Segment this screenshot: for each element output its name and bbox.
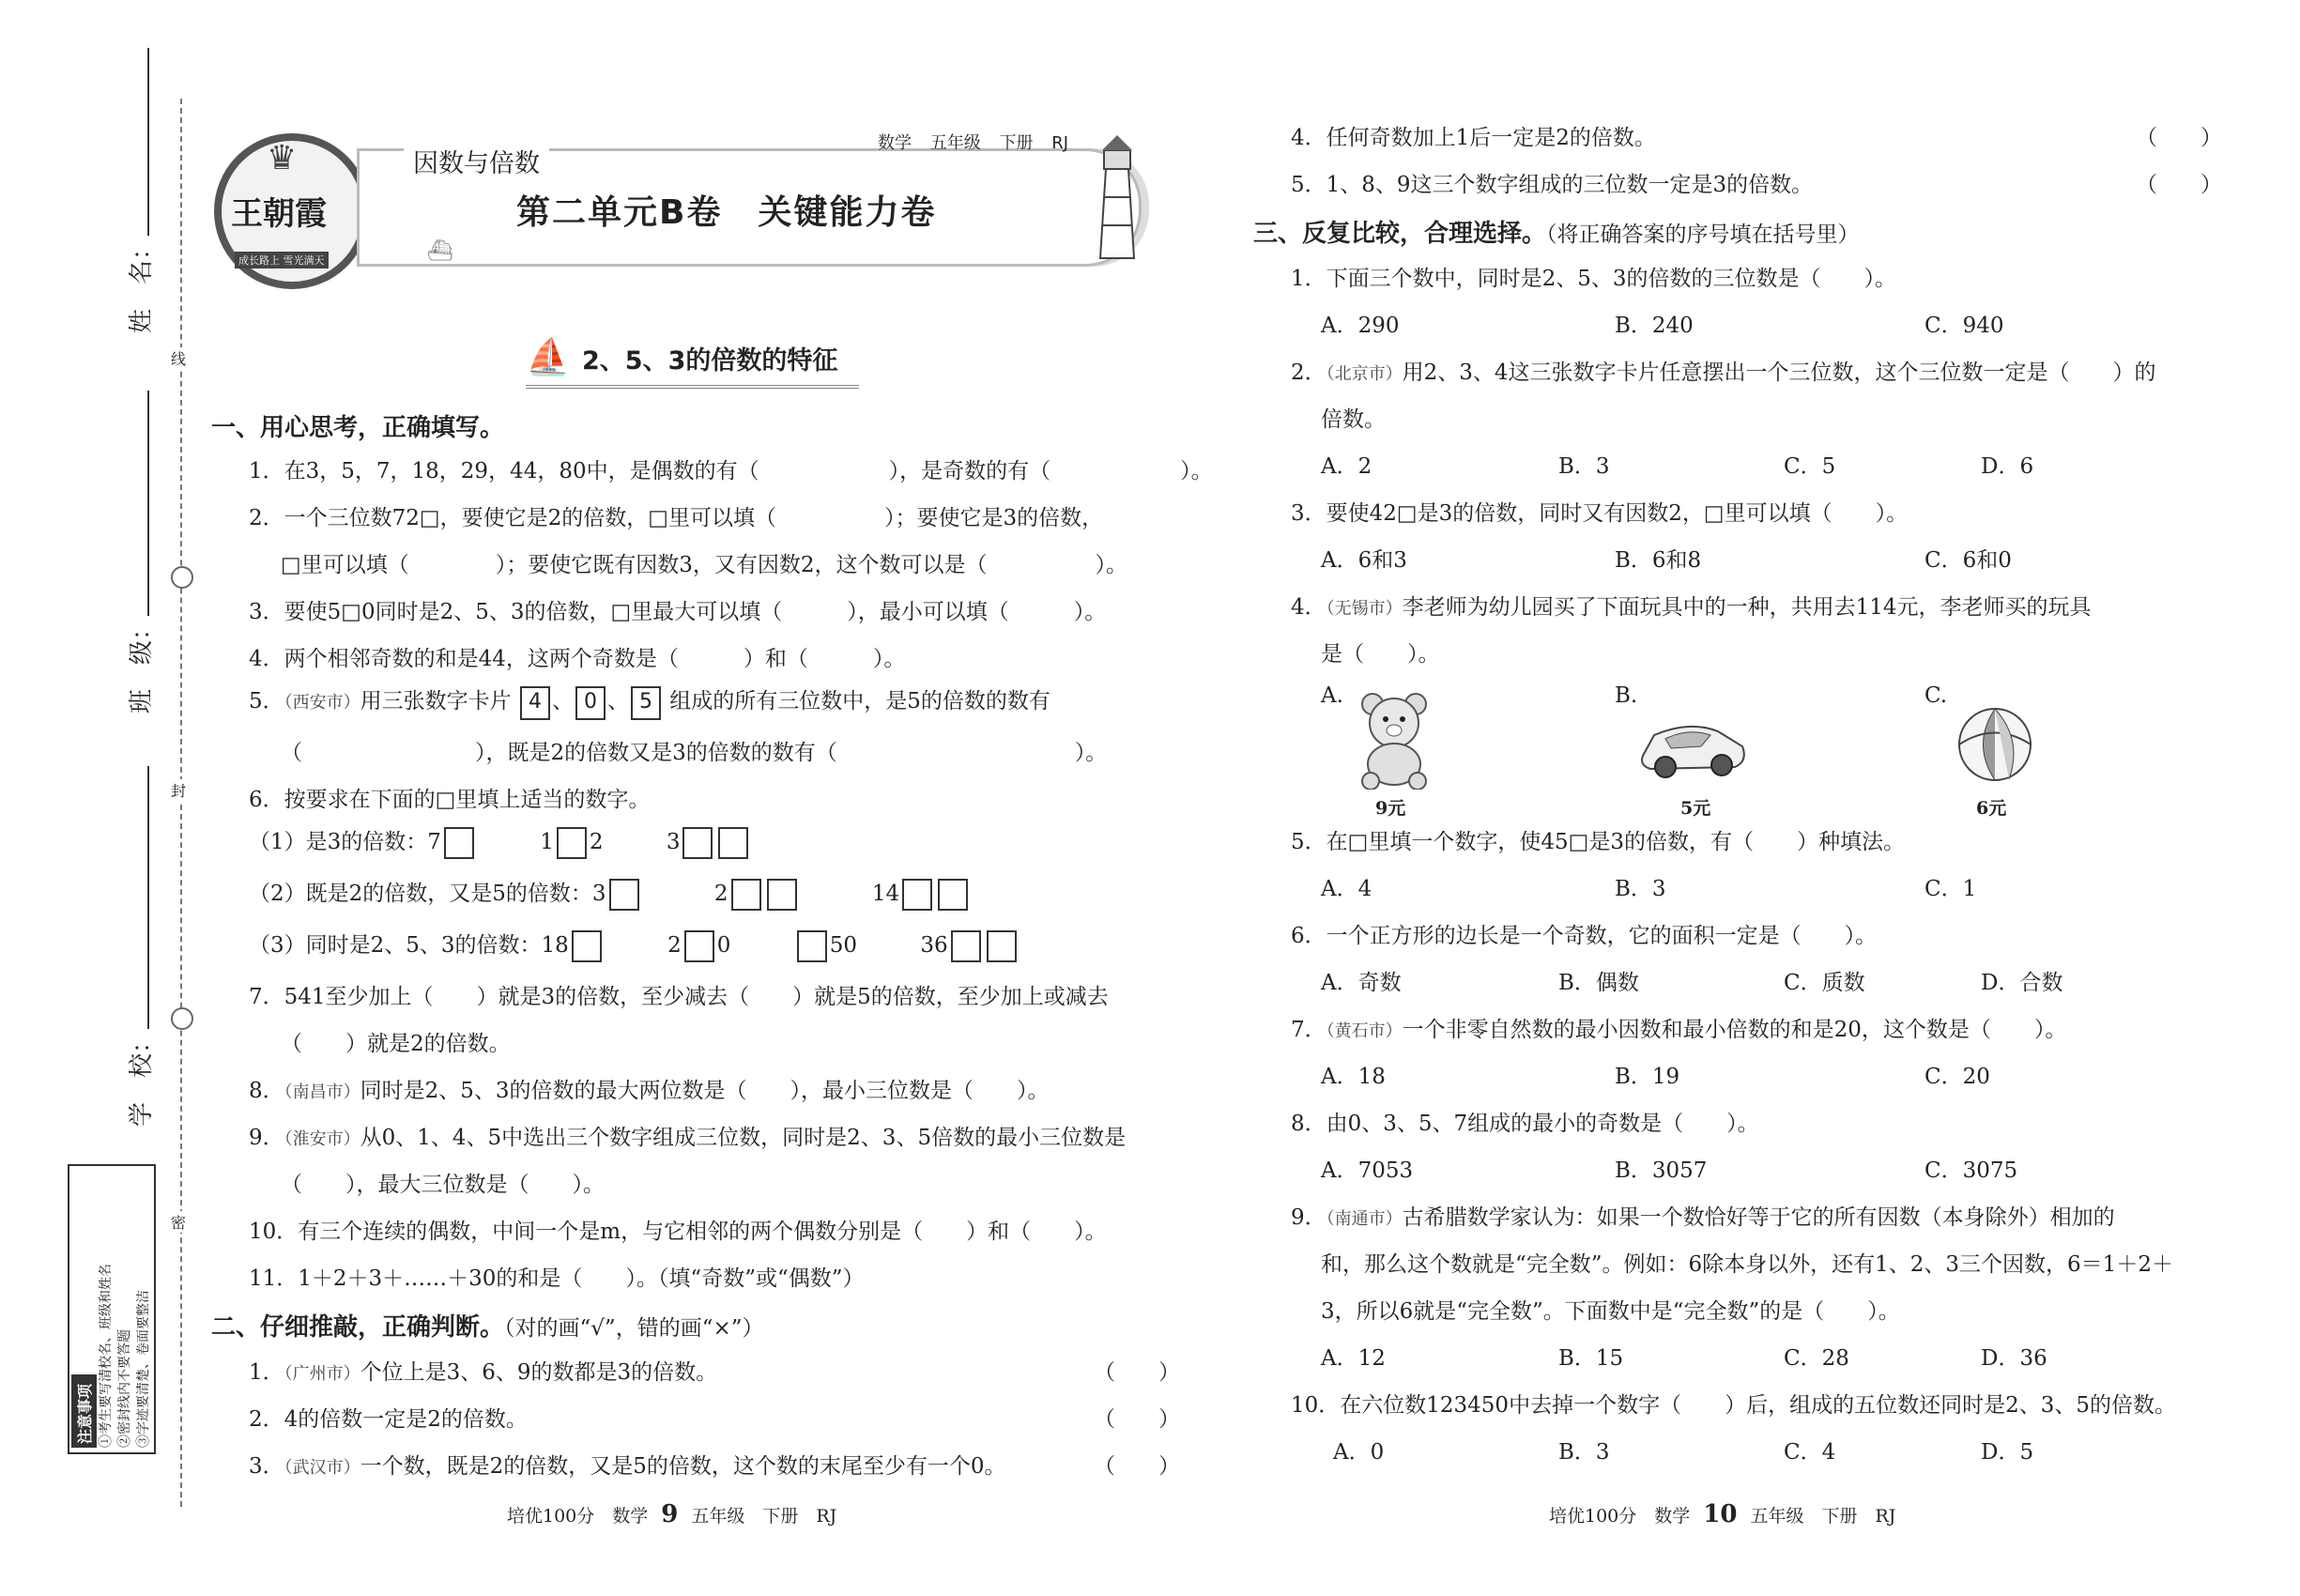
choice-10: 10．在六位数123450中去掉一个数字（ ）后，组成的五位数还同时是2、3、5的倍数。: [1291, 1393, 2176, 1418]
choice-5-option[interactable]: C．1: [1924, 877, 1977, 901]
section-3-note: （将正确答案的序号填在括号里）: [1546, 223, 1860, 247]
choice-7-option[interactable]: B．19: [1615, 1065, 1680, 1089]
notice-item-3: ③字迹要清楚、卷面要整洁: [136, 1290, 151, 1448]
section-3-heading: [1253, 214, 1860, 249]
j1-number: 1．: [249, 1360, 284, 1385]
meta-edition: RJ: [1051, 133, 1069, 153]
choice-9-option[interactable]: B．15: [1558, 1346, 1624, 1371]
q6-1-num: 1: [540, 830, 554, 854]
choice-9-line1: [1291, 1200, 2115, 1231]
choice-4-option[interactable]: B.: [1615, 683, 1638, 708]
cut-char-1: 线: [171, 347, 186, 369]
blank-box[interactable]: [987, 930, 1017, 962]
blank-box[interactable]: [684, 930, 714, 962]
section-2-title: 二、仔细推敲，正确判断。: [211, 1313, 505, 1342]
q6-2-num: 3: [591, 882, 606, 906]
choice-6-option[interactable]: C．质数: [1784, 971, 1865, 995]
cut-char-2: 封: [171, 779, 186, 801]
page-title: 第二单元B卷 关键能力卷: [516, 193, 937, 232]
q9-line1: [249, 1120, 1126, 1151]
choice-9-option[interactable]: D．36: [1981, 1346, 2047, 1371]
footer-book: 培优100分 数学: [507, 1506, 649, 1527]
toy-car-icon: [1633, 707, 1751, 787]
name-label: 姓 名：: [128, 235, 156, 333]
q6-3-label: （3）同时是2、5、3的倍数：: [249, 933, 542, 958]
choice-3-option[interactable]: A．6和3: [1321, 548, 1407, 573]
notice-title: 注意事项: [71, 1374, 97, 1448]
q6: 6．按要求在下面的□里填上适当的数字。: [249, 788, 651, 812]
choice-10-option[interactable]: D．5: [1981, 1440, 2034, 1465]
blank-box[interactable]: [572, 930, 602, 962]
c4-city: （无锡市）: [1326, 599, 1403, 619]
q9-line2: （ ），最大三位数是（ ）。: [281, 1173, 605, 1197]
q5-line1: 5．（西安市）用三张数字卡片 4 、 0 、 5 组成的所有三位数中，是5的倍数的数有: [249, 683, 1050, 720]
section-banner: [526, 329, 859, 389]
choice-1-option[interactable]: B．240: [1615, 314, 1694, 338]
q5-text: 用三张数字卡片: [360, 689, 512, 714]
q6-3-num: 18: [541, 933, 569, 958]
digit-card: 0: [575, 686, 606, 720]
section-1-heading: 一、用心思考，正确填写。: [211, 414, 505, 442]
left-page: [211, 404, 1213, 1483]
section-2-heading: [211, 1308, 763, 1343]
choice-6-option[interactable]: D．合数: [1981, 971, 2063, 995]
j3-number: 3．: [249, 1454, 284, 1479]
choice-3-option[interactable]: B．6和8: [1615, 548, 1702, 573]
choice-9-line3: 3，所以6就是“完全数”。下面数中是“完全数”的是（ ）。: [1321, 1299, 1900, 1324]
punch-hole-icon: [171, 566, 193, 589]
blank-box[interactable]: [731, 879, 761, 911]
page-number: 9: [661, 1500, 679, 1528]
notice-item-1: ①考生要写清校名、班级和姓名: [99, 1264, 114, 1448]
blank-box[interactable]: [797, 930, 827, 962]
c9-text: 古希腊数学家认为：如果一个数恰好等于它的所有因数（本身除外）相加的: [1402, 1205, 2115, 1230]
blank-box[interactable]: [767, 879, 797, 911]
choice-2-option[interactable]: C．5: [1784, 454, 1836, 479]
q6-3-num: 0: [716, 933, 731, 958]
choice-6-option[interactable]: A．奇数: [1321, 971, 1402, 995]
logo-text: 王朝霞: [231, 195, 327, 233]
q4: 4．两个相邻奇数的和是44，这两个奇数是（ ）和（ ）。: [249, 647, 906, 671]
q7-line2: （ ）就是2的倍数。: [281, 1032, 511, 1056]
j3-city: （武汉市）: [284, 1458, 360, 1478]
choice-9-line2: 和，那么这个数就是“完全数”。例如：6除本身以外，还有1、2、3三个因数，6＝1＋2＋: [1321, 1252, 2173, 1277]
section-banner-text: 2、5、3的倍数的特征: [582, 346, 838, 376]
school-field[interactable]: [122, 766, 157, 1127]
logo-sub: 成长路上 雪光满天: [235, 252, 329, 269]
beach-ball-icon: [1953, 702, 2037, 787]
cut-char-3: 密: [171, 1211, 186, 1233]
judge-2: 2．4的倍数一定是2的倍数。: [249, 1407, 528, 1432]
meta-subject: 数学: [878, 133, 912, 153]
section-3-title: 三、反复比较，合理选择。: [1253, 220, 1547, 248]
q3: 3．要使5□0同时是2、5、3的倍数，□里最大可以填（ ），最小可以填（ ）。: [249, 600, 1107, 624]
footer-book: 培优100分 数学: [1549, 1506, 1691, 1527]
brand-logo: [214, 133, 370, 289]
j1-city: （广州市）: [284, 1364, 360, 1384]
judge-3: [249, 1449, 1006, 1480]
binding-margin: [0, 0, 197, 1596]
choice-2-option[interactable]: B．3: [1558, 454, 1610, 479]
price-label: 9元: [1375, 798, 1406, 819]
judge-4: 4．任何奇数加上1后一定是2的倍数。: [1291, 126, 1656, 150]
choice-4-option[interactable]: A.: [1321, 683, 1343, 708]
answer-paren[interactable]: （ ）: [1094, 1360, 1180, 1385]
punch-hole-icon: [171, 1007, 193, 1030]
q6-3-num: 50: [829, 933, 858, 958]
choice-8-option[interactable]: A．7053: [1321, 1159, 1414, 1183]
q8-number: 8．: [249, 1079, 284, 1103]
meta-volume: 下册: [999, 133, 1034, 153]
sailboat-icon: ⛵: [526, 336, 571, 377]
choice-5: 5．在□里填一个数字，使45□是3的倍数，有（ ）种填法。: [1291, 830, 1905, 854]
j1-text: 个位上是3、6、9的数都是3的倍数。: [360, 1360, 718, 1385]
q6-3-num: 2: [667, 933, 682, 958]
blank-box[interactable]: [902, 879, 932, 911]
answer-paren[interactable]: （ ）: [2136, 126, 2222, 150]
digit-card: 5: [631, 686, 661, 720]
choice-2-option[interactable]: A．2: [1321, 454, 1372, 479]
q7-line1: 7．541至少加上（ ）就是3的倍数，至少减去（ ）就是5的倍数，至少加上或减去: [249, 985, 1109, 1009]
c4-text: 李老师为幼儿园买了下面玩具中的一种，共用去114元，李老师买的玩具: [1402, 595, 2092, 620]
q6-part3: [249, 928, 1020, 962]
class-field[interactable]: [122, 391, 157, 714]
choice-4-line1: [1291, 590, 2092, 621]
q6-1-label: （1）是3的倍数：: [249, 830, 428, 854]
choice-8-option[interactable]: C．3075: [1924, 1159, 2018, 1183]
choice-1: 1．下面三个数中，同时是2、5、3的倍数的三位数是（ ）。: [1291, 267, 1897, 291]
crown-icon: ♛: [267, 139, 298, 177]
header-meta: [878, 130, 1068, 154]
q8: [249, 1073, 1050, 1104]
j3-text: 一个数，既是2的倍数，又是5的倍数，这个数的末尾至少有一个0。: [360, 1454, 1006, 1479]
answer-paren[interactable]: （ ）: [1094, 1407, 1180, 1432]
c7-text: 一个非零自然数的最小因数和最小倍数的和是20，这个数是（ ）。: [1402, 1018, 2067, 1042]
name-field[interactable]: [122, 48, 157, 333]
footer-left: [507, 1500, 836, 1528]
judge-5: 5．1、8、9这三个数字组成的三位数一定是3的倍数。: [1291, 173, 1814, 197]
footer-grade: 五年级 下册 RJ: [691, 1506, 837, 1527]
notice-item-2: ②密封线内不要答题: [117, 1329, 132, 1448]
header: [207, 122, 1183, 300]
answer-paren[interactable]: （ ）: [2136, 173, 2222, 197]
q9-number: 9．: [249, 1126, 284, 1150]
q9-city: （淮安市）: [284, 1129, 360, 1149]
c7-number: 7．: [1291, 1018, 1326, 1042]
c9-city: （南通市）: [1326, 1209, 1403, 1229]
q11: 11．1＋2＋3＋……＋30的和是（ ）。（填“奇数”或“偶数”）: [249, 1266, 865, 1291]
cut-line: [180, 99, 182, 1507]
choice-7-option[interactable]: C．20: [1924, 1065, 1990, 1089]
choice-10-option[interactable]: C．4: [1784, 1440, 1836, 1465]
q6-1-num: 2: [589, 830, 604, 854]
c2-city: （北京市）: [1326, 364, 1403, 384]
q5-number: 5．: [249, 689, 284, 714]
page-number: 10: [1703, 1500, 1738, 1528]
school-label: 学 校：: [128, 1028, 156, 1127]
meta-grade: 五年级: [929, 133, 981, 153]
choice-8-option[interactable]: B．3057: [1615, 1159, 1708, 1183]
q1: 1．在3，5，7，18，29，44，80中，是偶数的有（ ），是奇数的有（ ）。: [249, 459, 1213, 483]
blank-box[interactable]: [444, 827, 474, 859]
price-label: 5元: [1680, 798, 1711, 819]
c4-number: 4．: [1291, 595, 1326, 620]
choice-10-option[interactable]: A．0: [1333, 1440, 1385, 1465]
class-label: 班 级：: [128, 615, 156, 714]
choice-5-option[interactable]: B．3: [1615, 877, 1666, 901]
q6-2-num: 2: [713, 882, 728, 906]
judge-1: [249, 1355, 717, 1386]
unit-topic: 因数与倍数: [404, 143, 549, 179]
choice-6: 6．一个正方形的边长是一个奇数，它的面积一定是（ ）。: [1291, 924, 1878, 948]
choice-6-option[interactable]: B．偶数: [1558, 971, 1639, 995]
digit-card: 4: [520, 686, 550, 720]
choice-8: 8．由0、3、5、7组成的最小的奇数是（ ）。: [1291, 1112, 1759, 1136]
choice-1-option[interactable]: A．290: [1321, 314, 1400, 338]
choice-5-option[interactable]: A．4: [1321, 877, 1372, 901]
q6-part2: [249, 876, 971, 911]
choice-3-option[interactable]: C．6和0: [1924, 548, 2012, 573]
q6-2-label: （2）既是2的倍数，又是5的倍数：: [249, 882, 592, 906]
q2-line1: 2．一个三位数72□，要使它是2的倍数，□里可以填（ ）；要使它是3的倍数，: [249, 506, 1104, 530]
q5-city: （西安市）: [284, 693, 360, 713]
choice-2-line2: 倍数。: [1321, 407, 1386, 432]
q5-text-end: 组成的所有三位数中，是5的倍数的数有: [669, 689, 1050, 714]
c9-number: 9．: [1291, 1205, 1326, 1230]
section-2-note: （对的画“√”，错的画“×”）: [504, 1316, 764, 1341]
choice-1-option[interactable]: C．940: [1924, 314, 2004, 338]
choice-3: 3．要使42□是3的倍数，同时又有因数2，□里可以填（ ）。: [1291, 501, 1909, 526]
q6-part1: [249, 824, 751, 859]
right-page: [1253, 120, 2230, 1481]
choice-9-option[interactable]: C．28: [1784, 1346, 1849, 1371]
q2-line2: □里可以填（ ）；要使它既有因数3，又有因数2，这个数可以是（ ）。: [281, 553, 1127, 577]
choice-7: [1291, 1012, 2066, 1043]
blank-box[interactable]: [951, 930, 981, 962]
footer-grade: 五年级 下册 RJ: [1750, 1506, 1896, 1527]
q5-line2: （ ），既是2的倍数又是3的倍数的数有（ ）。: [281, 741, 1108, 765]
choice-2-line1: [1291, 355, 2156, 386]
lighthouse-icon: [1089, 131, 1145, 263]
choice-4-option[interactable]: C.: [1924, 683, 1948, 708]
q6-1-num: 3: [666, 830, 681, 854]
choice-9-option[interactable]: A．12: [1321, 1346, 1386, 1371]
price-label: 6元: [1976, 798, 2007, 819]
q8-text: 同时是2、5、3的倍数的最大两位数是（ ），最小三位数是（ ）。: [360, 1079, 1050, 1103]
c2-text: 用2、3、4这三张数字卡片任意摆出一个三位数，这个三位数一定是（ ）的: [1402, 361, 2156, 385]
q10: 10．有三个连续的偶数，中间一个是m，与它相邻的两个偶数分别是（ ）和（ ）。: [249, 1220, 1107, 1244]
teddy-bear-icon: [1352, 691, 1436, 790]
blank-box[interactable]: [682, 827, 713, 859]
answer-paren[interactable]: （ ）: [1094, 1454, 1180, 1479]
blank-box[interactable]: [718, 827, 748, 859]
q6-3-num: 36: [920, 933, 948, 958]
q9-text: 从0、1、4、5中选出三个数字组成三位数，同时是2、3、5倍数的最小三位数是: [360, 1126, 1127, 1150]
notice-box: [68, 1164, 156, 1454]
choice-4-line2: 是（ ）。: [1321, 642, 1440, 667]
q8-city: （南昌市）: [284, 1082, 360, 1102]
footer-right: [1549, 1500, 1895, 1528]
q6-2-num: 14: [871, 882, 900, 906]
blank-box[interactable]: [557, 827, 587, 859]
ship-icon: ⛴: [427, 239, 453, 263]
choice-2-option[interactable]: D．6: [1981, 454, 2034, 479]
choice-7-option[interactable]: A．18: [1321, 1065, 1386, 1089]
blank-box[interactable]: [938, 879, 968, 911]
c7-city: （黄石市）: [1326, 1021, 1403, 1041]
blank-box[interactable]: [609, 879, 639, 911]
c2-number: 2．: [1291, 361, 1326, 385]
q6-1-num: 7: [427, 830, 441, 854]
choice-10-option[interactable]: B．3: [1558, 1440, 1610, 1465]
